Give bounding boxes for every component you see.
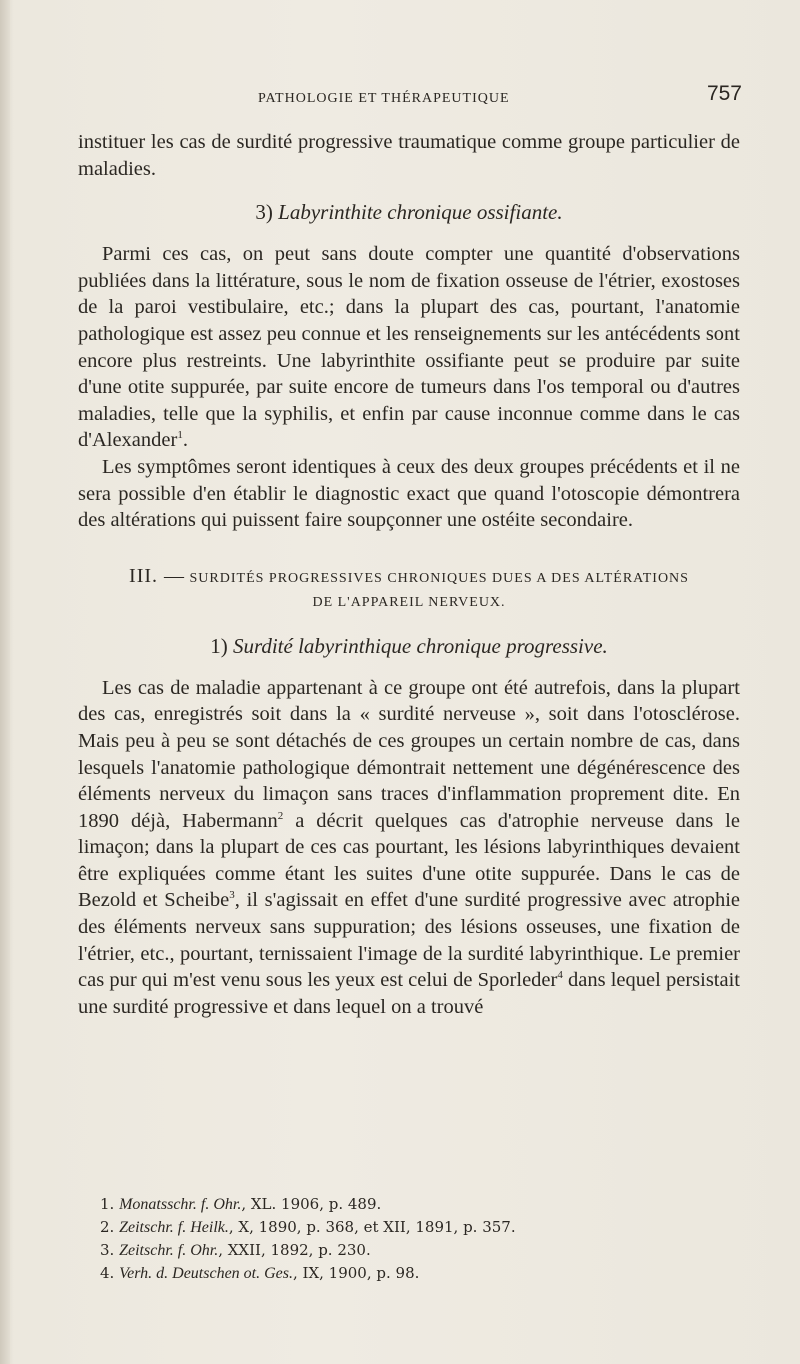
footnote-ref-detail: , XXII, 1892, p. 230. <box>218 1241 371 1259</box>
footnote-ref: 4 <box>557 969 563 982</box>
page-header <box>258 82 742 114</box>
paragraph-text: a décrit quelques cas d'atrophie nerveuse dans le limaçon; dans la plupart de ces cas pourtant, les lésions labyrinthiques devaient être expliquées comme étant les suites d'une otite suppurée. Dans le cas de Bezold et Scheibe <box>78 809 740 912</box>
paragraph-text: Parmi ces cas, on peut sans doute compter une quantité d'observations publiées dans la littérature, sous le nom de fixation osseuse de l'étrier, exostoses de la paroi vestibulaire, etc.; dans la plupart des cas, pourtant, l'anatomie pathologique est assez peu connue et les renseignements sur les antécédents sont encore plus restreints. Une labyrinthite ossifiante peut se produire par suite d'une otite suppurée, par suite encore de tumeurs dans l'os temporal ou d'autres maladies, telle que la syphilis, et enfin par cause inconnue comme dans le cas d'Alexander <box>78 243 740 452</box>
running-title: PATHOLOGIE ET THÉRAPEUTIQUE <box>258 91 510 106</box>
footnote-item <box>100 1193 720 1216</box>
body-text <box>78 129 740 1020</box>
paragraph-text: Les cas de maladie appartenant à ce groupe ont été autrefois, dans la plupart des cas, enregistrés soit dans la « surdité nerveuse », soit dans l'otosclérose. Mais peu à peu se sont détachés de ces groupes un certain nombre de cas, dans lesquels l'anatomie pathologique démontrait nettement une dégénérescence des éléments nerveux du limaçon sans traces d'inflammation proprement dite. En 1890 déjà, Habermann <box>78 676 740 832</box>
footnote-number: 1. <box>100 1195 115 1213</box>
footnotes <box>100 1193 720 1285</box>
section-title-line2: DE L'APPAREIL NERVEUX. <box>312 594 506 610</box>
footnote-ref: 1 <box>177 429 183 442</box>
footnote-journal: Verh. d. Deutschen ot. Ges. <box>119 1265 293 1282</box>
section-title-line1: SURDITÉS PROGRESSIVES CHRONIQUES DUES A DES ALTÉRATIONS <box>189 570 689 586</box>
paragraph-text: dans lequel persistait une surdité progressive et dans lequel on a trouvé <box>78 969 740 1018</box>
subheading-number: 3) <box>255 200 273 225</box>
footnote-ref: 3 <box>229 889 235 902</box>
footnote-ref: 2 <box>277 809 284 822</box>
subheading-title: Labyrinthite chronique ossifiante. <box>278 200 563 225</box>
footnote-item <box>100 1239 720 1262</box>
paragraph-intro: instituer les cas de surdité progressive traumatique comme groupe particulier de maladies. <box>78 131 740 180</box>
footnote-journal: Monatsschr. f. Ohr. <box>119 1196 242 1213</box>
page-number: 757 <box>706 82 742 105</box>
footnote-journal: Zeitschr. f. Heilk. <box>119 1219 229 1236</box>
footnote-item <box>100 1216 720 1239</box>
paragraph-nerveux <box>78 675 740 1021</box>
footnote-ref-detail: , IX, 1900, p. 98. <box>293 1264 420 1282</box>
book-spine-shadow <box>0 0 10 1364</box>
section-heading <box>78 564 740 615</box>
subheading-surdite-labyrinthique <box>78 633 740 659</box>
footnote-item <box>100 1262 720 1285</box>
paragraph-end: . <box>182 429 188 452</box>
footnote-number: 4. <box>100 1264 115 1282</box>
footnote-journal: Zeitschr. f. Ohr. <box>119 1242 219 1259</box>
paragraph-ossifiante-2: Les symptômes seront identiques à ceux des deux groupes précédents et il ne sera possible d'en établir le diagnostic exact que quand l'otoscopie démontrera des altérations qui puissent faire soupçonner une ostéite secondaire. <box>78 455 740 532</box>
subheading-title: Surdité labyrinthique chronique progressive. <box>232 633 608 658</box>
subheading-number: 1) <box>210 633 228 658</box>
paragraph-ossifiante-1 <box>78 241 740 454</box>
paragraph-text: , il s'agissait en effet d'une surdité progressive avec atrophie des éléments nerveux sans suppuration; des lésions osseuses, une fixation de l'étrier, etc., pourtant, ternissaient l'image de la surdité labyrinthique. Le premier cas pur qui m'est venu sous les yeux est celui de Sporleder <box>78 889 740 992</box>
footnote-number: 3. <box>100 1241 115 1259</box>
section-heading-line1 <box>78 564 740 591</box>
subheading-labyrinthite-ossifiante <box>78 199 740 225</box>
footnote-number: 2. <box>100 1218 115 1236</box>
footnote-ref-detail: , X, 1890, p. 368, et XII, 1891, p. 357. <box>228 1218 516 1236</box>
footnote-ref-detail: , XL. 1906, p. 489. <box>241 1195 382 1213</box>
section-number: III. — <box>129 564 186 587</box>
